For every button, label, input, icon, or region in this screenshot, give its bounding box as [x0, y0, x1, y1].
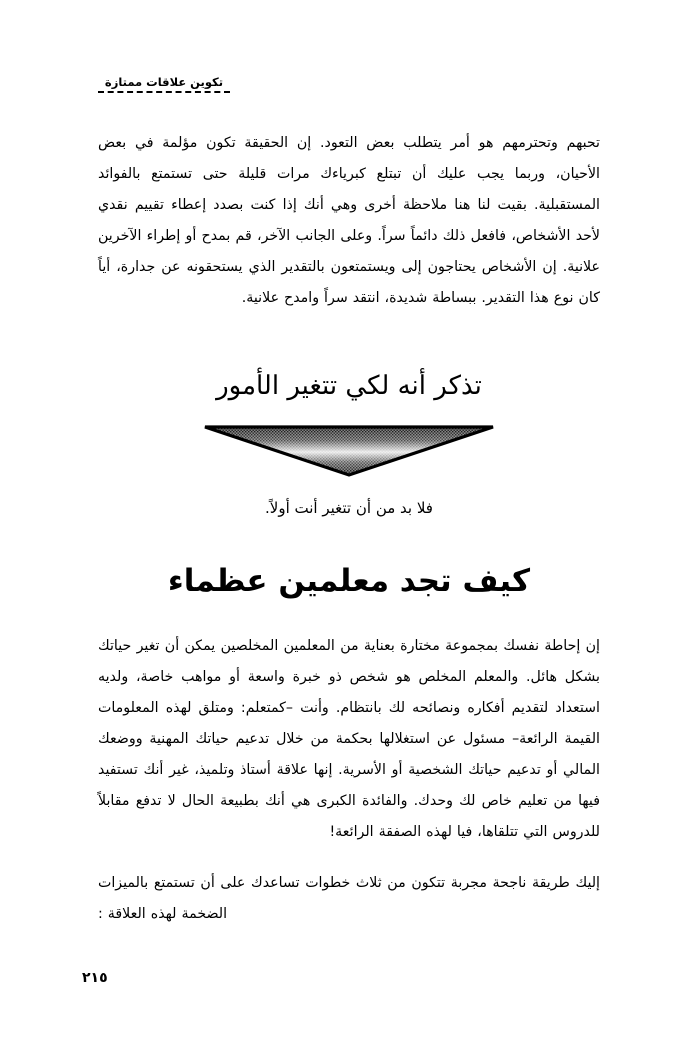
running-header-title: تكوين علاقات ممتازة [104, 75, 224, 89]
body-paragraph-2: إن إحاطة نفسك بمجموعة مختارة بعناية من المعلمين المخلصين يمكن أن تغير حياتك بشكل هائل. والمعلم المخلص هو شخص ذو خبرة واسعة أو مواهب خاصة، ولديه استعداد لتقديم أفكاره ونصائحه لك بانتظام. وأنت –كمتعلم: ومتلق لهذه المعلومات القيمة الرائعة– مسئول عن استغلالها بحكمة من خلال تدعيم حياتك المهنية ووضعك المالي أو تدعيم حياتك الشخصية أو الأسرية. إنها علاقة أستاذ وتلميذ، غير أنك تستفيد فيها من تعليم خاص لك وحدك. والفائدة الكبرى هي أنك بطبيعة الحال لا تدفع مقابلاً للدروس التي تتلقاها، فيا لهذه الصفقة الرائعة! [98, 637, 600, 840]
display-line-change-first: فلا بد من أن تتغير أنت أولاً. [265, 498, 433, 517]
section-heading: كيف تجد معلمين عظماء [167, 563, 531, 599]
arrow-graphic-container [98, 425, 600, 481]
spacer [98, 848, 600, 868]
body-paragraph-1: تحبهم وتحترمهم هو أمر يتطلب بعض التعود. إن الحقيقة تكون مؤلمة في بعض الأحيان، وربما يجب عليك أن تبتلع كبرياءك مرات قليلة حتى تستمتع بالفوائد المستقبلية. بقيت لنا هنا ملاحظة أخرى وهي أنك إذا كنت بصدد إعطاء تقييم نقدي لأحد الأشخاص، فافعل ذلك دائماً سراً. وعلى الجانب الآخر، قم بمدح أو إطراء الآخرين علانية. إن الأشخاص يحتاجون إلى ويستمتعون بالتقدير الذي يستحقونه عن جدارة، أياً كان نوع هذا التقدير. ببساطة شديدة، انتقد سراً وامدح علانية. [98, 135, 600, 306]
display-line-remember: تذكر أنه لكي تتغير الأمور [216, 371, 482, 401]
spacer [98, 601, 600, 631]
body-paragraph-3: إليك طريقة ناجحة مجربة تتكون من ثلاث خطوات تساعدك على أن تستمتع بالميزات الضخمة لهذه العلاقة : [98, 874, 600, 922]
spacer [98, 481, 600, 499]
spacer [98, 403, 600, 425]
spacer [98, 314, 600, 370]
running-header [98, 76, 230, 93]
downward-triangle-arrow-icon [203, 425, 495, 477]
page-number: ٢١٥ [82, 970, 108, 986]
running-header-rule [98, 91, 230, 93]
page-content [98, 128, 600, 930]
spacer [98, 518, 600, 562]
